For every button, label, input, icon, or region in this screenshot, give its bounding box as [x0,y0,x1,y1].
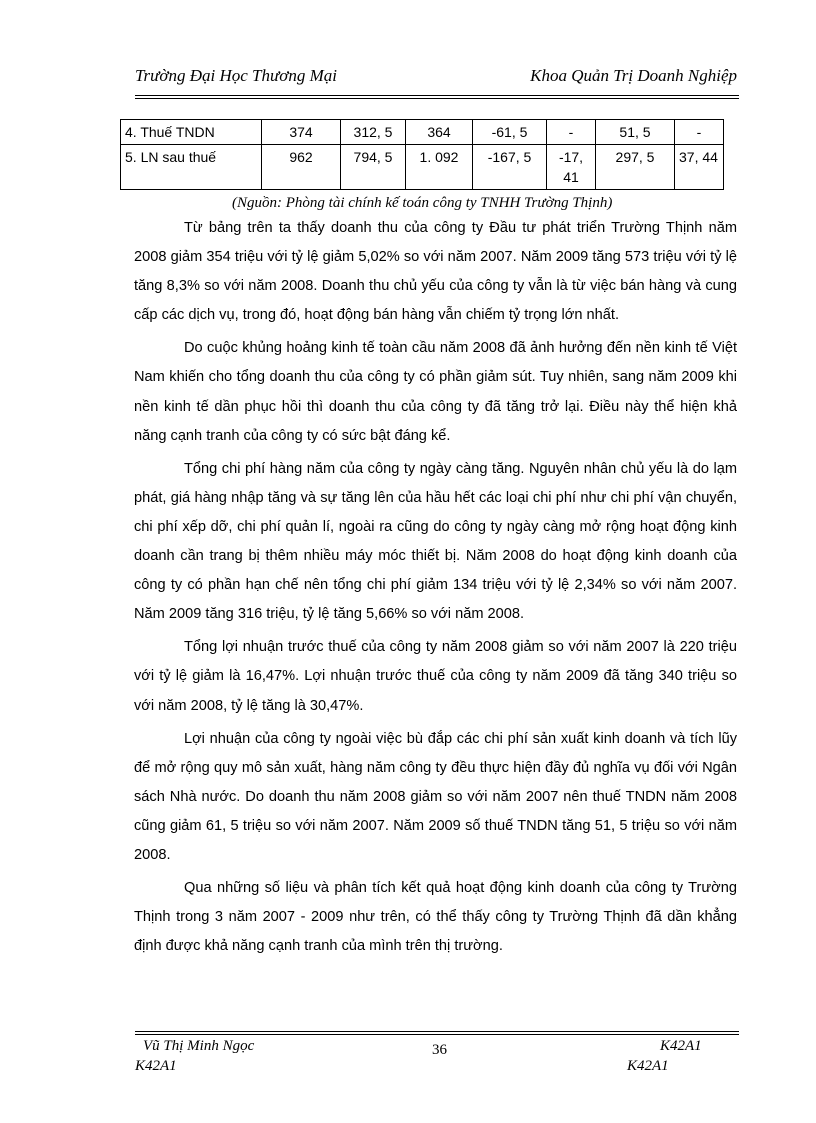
footer-class-left: K42A1 [135,1058,177,1074]
header-rule-2 [135,98,739,99]
footer-rule-2 [135,1034,739,1035]
page-header [135,66,737,92]
table-cell: -167, 5 [473,145,547,190]
paragraph: Tổng chi phí hàng năm của công ty ngày càng tăng. Nguyên nhân chủ yếu là do lạm phát, giá hàng nhập tăng và sự tăng lên của hầu hết các loại chi phí như chi phí vận chuyển, chi phí xếp dỡ, chi phí quản lí, ngoài ra cũng do công ty ngày càng mở rộng hoạt động kinh doanh cần trang bị thêm nhiều máy móc thiết bị. Năm 2008 do hoạt động kinh doanh của công ty có phần hạn chế nên tổng chi phí giảm 134 triệu với tỷ lệ 2,34% so với năm 2007. Năm 2009 tăng 316 triệu, tỷ lệ tăng 5,66% so với năm 2008. [134,460,737,623]
paragraph: Qua những số liệu và phân tích kết quả hoạt động kinh doanh của công ty Trường Thịnh trong 3 năm 2007 - 2009 như trên, có thể thấy công ty Trường Thịnh đã dần khẳng định được khả năng cạnh tranh của mình trên thị trường. [134,880,737,955]
footer-class-right-bottom: K42A1 [627,1058,669,1074]
page-number: 36 [432,1042,447,1058]
financial-table [120,119,724,190]
table-cell: -17, 41 [547,145,596,190]
row-label: 5. LN sau thuế [121,145,262,190]
table-cell: 962 [262,145,341,190]
table-cell: 374 [262,120,341,145]
footer-class-right-top: K42A1 [660,1038,702,1054]
table-cell: 297, 5 [596,145,675,190]
table-cell: 794, 5 [341,145,406,190]
footer-author: Vũ Thị Minh Ngọc [143,1038,255,1054]
header-school: Trường Đại Học Thương Mại [135,66,337,85]
table-cell: 51, 5 [596,120,675,145]
table-cell: 364 [406,120,473,145]
table-cell: - [675,120,724,145]
body-text [134,214,737,965]
table-cell: 312, 5 [341,120,406,145]
table-source-note: (Nguồn: Phòng tài chính kế toán công ty TNHH Trường Thịnh) [232,195,613,211]
footer-rule [135,1031,739,1032]
paragraph: Do cuộc khủng hoảng kinh tế toàn cầu năm 2008 đã ảnh hưởng đến nền kinh tế Việt Nam khiến cho tổng doanh thu của công ty có phần giảm sút. Tuy nhiên, sang năm 2009 khi nền kinh tế dần phục hồi thì doanh thu của công ty đã tăng trở lại. Điều này thể hiện khả năng cạnh tranh của công ty có sức bật đáng kể. [134,340,737,444]
table-cell: - [547,120,596,145]
table-cell: 37, 44 [675,145,724,190]
table-row [121,145,724,190]
table-cell: 1. 092 [406,145,473,190]
table-row [121,120,724,145]
table-cell: -61, 5 [473,120,547,145]
paragraph: Tổng lợi nhuận trước thuế của công ty năm 2008 giảm so với năm 2007 là 220 triệu với tỷ lệ giảm là 16,47%. Lợi nhuận trước thuế của công ty năm 2009 đã tăng 340 triệu so với năm 2008, tỷ lệ tăng là 30,47%. [134,639,737,714]
row-label: 4. Thuế TNDN [121,120,262,145]
paragraph: Lợi nhuận của công ty ngoài việc bù đắp các chi phí sản xuất kinh doanh và tích lũy để mở rộng quy mô sản xuất, hàng năm công ty đều thực hiện đầy đủ nghĩa vụ đối với Ngân sách Nhà nước. Do doanh thu năm 2008 giảm so với năm 2007 nên thuế TNDN năm 2008 cũng giảm 61, 5 triệu so với năm 2007. Năm 2009 số thuế TNDN tăng 51, 5 triệu so với năm 2008. [134,730,737,863]
header-faculty: Khoa Quản Trị Doanh Nghiệp [530,66,737,85]
paragraph: Từ bảng trên ta thấy doanh thu của công ty Đầu tư phát triển Trường Thịnh năm 2008 giảm 354 triệu với tỷ lệ giảm 5,02% so với năm 2007. Năm 2009 tăng 573 triệu với tỷ lệ tăng 8,3% so với năm 2008. Doanh thu chủ yếu của công ty vẫn là từ việc bán hàng và cung cấp các dịch vụ, trong đó, hoạt động bán hàng vẫn chiếm tỷ trọng lớn nhất. [134,220,737,324]
header-rule [135,95,739,96]
